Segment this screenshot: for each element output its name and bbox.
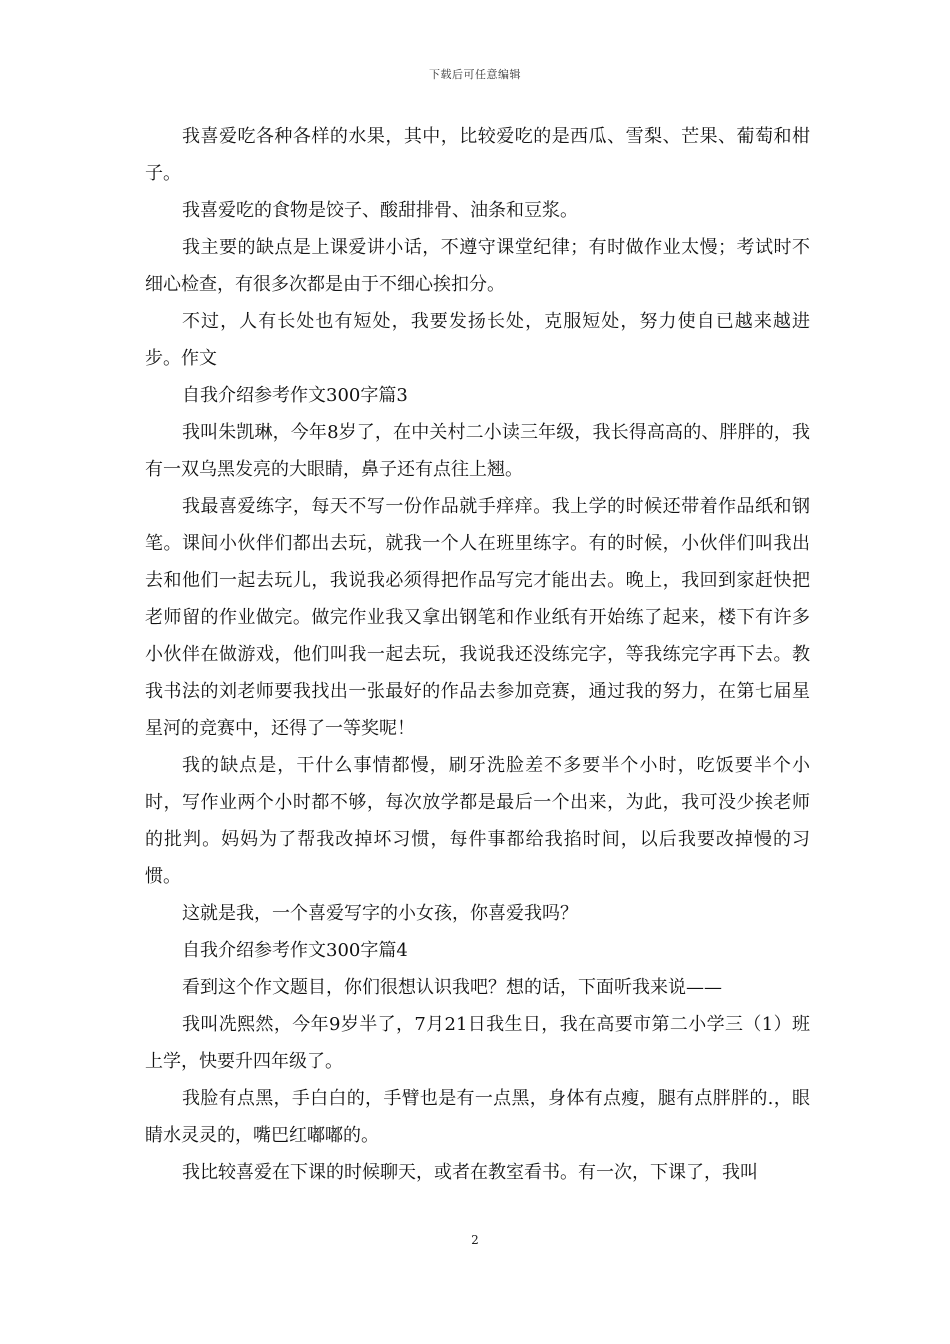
paragraph: 我比较喜爱在下课的时候聊天，或者在教室看书。有一次，下课了，我叫 <box>182 1162 758 1183</box>
paragraph: 我脸有点黑，手白白的，手臂也是有一点黑，身体有点瘦，腿有点胖胖的.，眼睛水灵灵的，嘴巴红嘟嘟的。 <box>145 1088 810 1146</box>
paragraph: 我主要的缺点是上课爱讲小话，不遵守课堂纪律；有时做作业太慢；考试时不细心检查，有很多次都是由于不细心挨扣分。 <box>145 237 810 295</box>
page-header: 下载后可任意编辑 <box>429 68 521 81</box>
paragraph: 不过，人有长处也有短处，我要发扬长处，克服短处，努力使自已越来越进步。作文 <box>145 311 810 369</box>
paragraph: 我最喜爱练字，每天不写一份作品就手痒痒。我上学的时候还带着作品纸和钢笔。课间小伙伴们都出去玩，就我一个人在班里练字。有的时候，小伙伴们叫我出去和他们一起去玩儿，我说我必须得把作品写完才能出去。晚上，我回到家赶快把老师留的作业做完。做完作业我又拿出钢笔和作业纸有开始练了起来，楼下有许多小伙伴在做游戏，他们叫我一起去玩，我说我还没练完字，等我练完字再下去。教我书法的刘老师要我找出一张最好的作品去参加竞赛，通过我的努力，在第七届星星河的竞赛中，还得了一等奖呢！ <box>145 496 810 739</box>
paragraph: 我喜爱吃的食物是饺子、酸甜排骨、油条和豆浆。 <box>182 200 578 221</box>
section-heading: 自我介绍参考作文300字篇4 <box>182 940 408 961</box>
paragraph: 看到这个作文题目，你们很想认识我吧？想的话，下面听我来说—— <box>182 977 722 998</box>
paragraph: 这就是我，一个喜爱写字的小女孩，你喜爱我吗？ <box>182 903 578 924</box>
section-heading: 自我介绍参考作文300字篇3 <box>182 385 408 406</box>
paragraph: 我叫朱凯琳，今年8岁了，在中关村二小读三年级，我长得高高的、胖胖的，我有一双乌黑发亮的大眼睛，鼻子还有点往上翘。 <box>145 422 810 480</box>
document-body <box>145 118 810 1191</box>
page-number: 2 <box>471 1233 479 1247</box>
paragraph: 我叫冼熙然，今年9岁半了，7月21日我生日，我在高要市第二小学三（1）班上学，快要升四年级了。 <box>145 1014 810 1072</box>
paragraph: 我喜爱吃各种各样的水果，其中，比较爱吃的是西瓜、雪梨、芒果、葡萄和柑子。 <box>145 126 810 184</box>
paragraph: 我的缺点是，干什么事情都慢，刷牙洗脸差不多要半个小时，吃饭要半个小时，写作业两个小时都不够，每次放学都是最后一个出来，为此，我可没少挨老师的批判。妈妈为了帮我改掉坏习惯，每件事都给我掐时间，以后我要改掉慢的习惯。 <box>145 755 810 887</box>
